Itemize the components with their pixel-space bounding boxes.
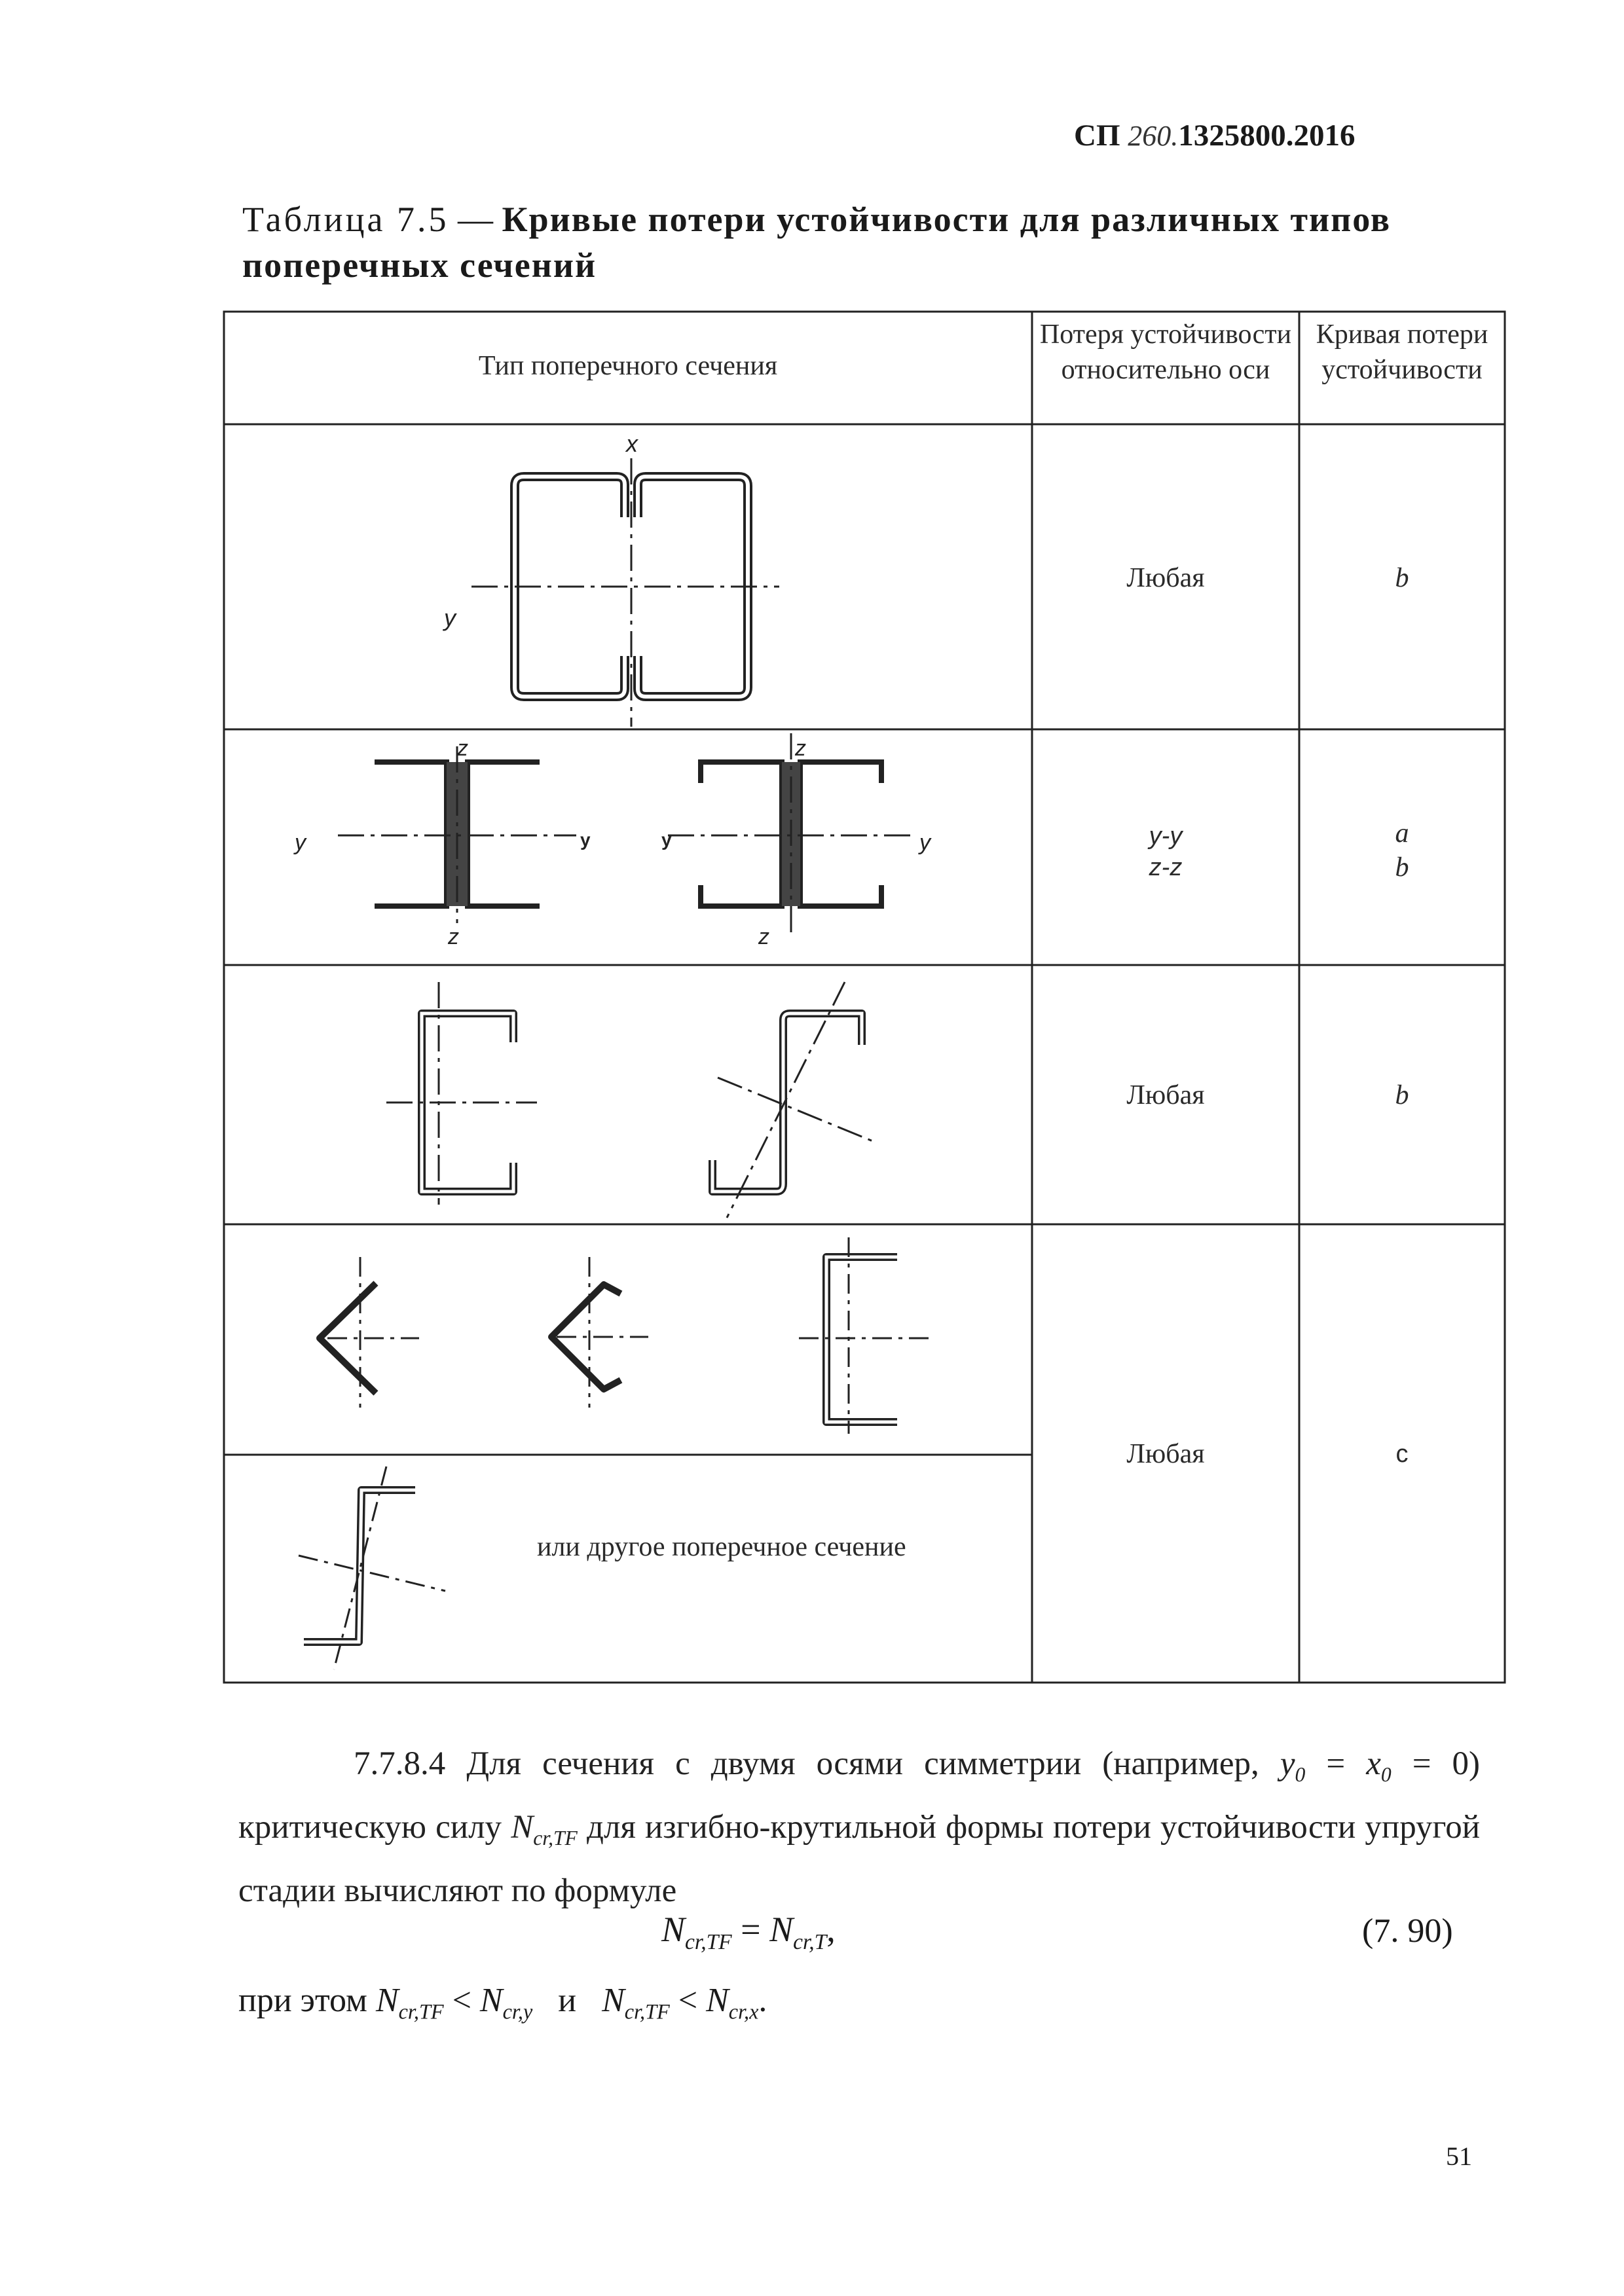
row2-curve-1: a <box>1395 818 1409 848</box>
row1-axis: Любая <box>1126 563 1205 593</box>
back-to-back-channel-sections <box>338 733 917 936</box>
doc-code-suffix: 1325800.2016 <box>1178 118 1356 153</box>
equation-number: (7. 90) <box>1362 1912 1453 1950</box>
paragraph-text-1: Для сечения с двумя осями симметрии (например, <box>466 1745 1280 1782</box>
paragraph-number: 7.7.8.4 <box>354 1745 446 1782</box>
axis-label-y-right-2: y <box>919 830 931 855</box>
row3-curve: b <box>1395 1080 1409 1110</box>
symbol-y0: $y_0$ <box>1280 1745 1306 1787</box>
header-axis-loss: Потеря устойчивости относительно оси <box>1039 319 1292 385</box>
row2-axis-1: y-y <box>1149 822 1183 850</box>
paragraph-eq: = <box>1305 1745 1367 1782</box>
axis-label-y-left-2: y <box>661 829 672 850</box>
header-section-type: Тип поперечного сечения <box>478 351 778 381</box>
doc-code-prefix: СП <box>1074 118 1120 153</box>
row2-curve-2: b <box>1395 852 1409 883</box>
formula-7-90: $N_{cr,TF} = N_{cr,T}$, <box>661 1910 836 1954</box>
angle-sections <box>320 1237 930 1434</box>
table-caption-dash: — <box>449 200 493 239</box>
row1-curve: b <box>1395 563 1409 593</box>
axis-label-z-top-right: z <box>795 736 806 761</box>
table-caption-label: Таблица 7.5 <box>242 200 449 239</box>
symbol-ncr-tf: $N_{cr,TF}$ <box>511 1809 578 1850</box>
axis-label-x: x <box>626 430 638 457</box>
page-number: 51 <box>1446 2141 1472 2171</box>
lipped-channel-and-z-sections <box>386 982 877 1218</box>
row4-curve: c <box>1395 1440 1409 1468</box>
row4-axis: Любая <box>1126 1439 1205 1469</box>
header-curve: Кривая потери устойчивости <box>1316 319 1488 385</box>
axis-label-y: y <box>444 604 456 631</box>
doc-code-handwritten: 260. <box>1128 120 1179 152</box>
axis-label-z-top-left: z <box>457 736 468 761</box>
paragraph-text-2: = 0) критическую силу <box>238 1745 1480 1846</box>
axis-label-y-left: y <box>295 830 306 855</box>
table-grid <box>224 312 1505 1683</box>
z-section-other <box>299 1467 445 1669</box>
axis-label-y-right-1: y <box>580 829 591 850</box>
axis-label-z-bottom-right: z <box>758 924 769 949</box>
paragraph-text-3: для изгибно-крутильной формы потери устойчивости упругой стадии вычисляют по формуле <box>238 1809 1480 1910</box>
axis-label-z-bottom-left: z <box>448 924 459 949</box>
paragraph-7-7-8-4 <box>238 1738 1480 1917</box>
row2-axis-2: z-z <box>1149 854 1183 881</box>
table-caption-title: Кривые потери устойчивости для различных типов поперечных сечений <box>242 200 1392 285</box>
double-channel-box-section <box>471 458 779 727</box>
symbol-x0: $x_0$ <box>1366 1745 1392 1787</box>
other-section-text: или другое поперечное сечение <box>537 1532 906 1562</box>
condition-line: при этом $N_{cr,TF} < N_{cr,y}$ и $N_{cr,TF} < N_{cr,x}$. <box>238 1982 767 2024</box>
row3-axis: Любая <box>1126 1080 1205 1110</box>
